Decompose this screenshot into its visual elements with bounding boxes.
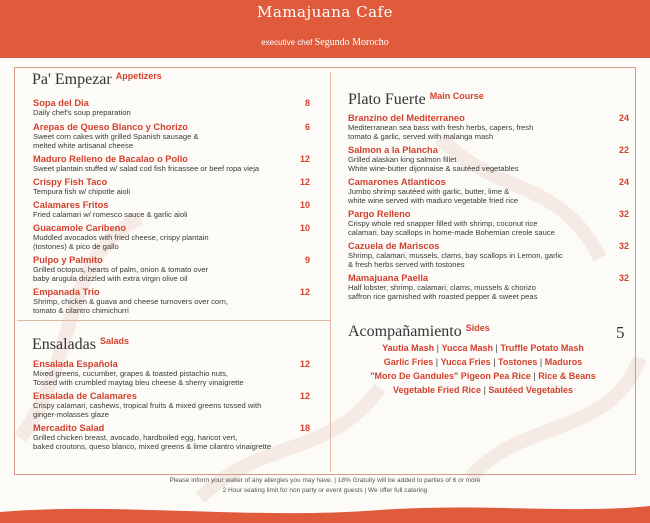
item-name: Camarones Atlanticos [348, 177, 446, 187]
item-name: Empanada Trio [33, 287, 100, 297]
item-description: melted white artisanal cheese [33, 141, 134, 151]
side-item: Maduros [544, 357, 583, 367]
menu-item [33, 98, 310, 117]
column-divider [330, 72, 331, 472]
item-name: Mamajuana Paella [348, 273, 429, 283]
item-description: Tempura fish w/ chipotle aioli [33, 187, 131, 196]
chef-line [0, 37, 650, 48]
item-price: 12 [299, 154, 310, 164]
sides-price: 5 [616, 323, 625, 342]
menu-item [33, 223, 310, 251]
item-price: 32 [618, 209, 629, 219]
side-item: Vegetable Fried Rice [393, 385, 482, 395]
item-price: 6 [304, 122, 310, 132]
item-price: 32 [618, 273, 629, 283]
main-course-title: Plato Fuerte [348, 91, 426, 108]
sides-list [348, 341, 618, 397]
item-description: tomato & cilantro chimichurri [33, 306, 129, 316]
item-price: 24 [618, 113, 629, 123]
side-item: Sautéed Vegetables [488, 385, 573, 395]
sides-line: Vegetable Fried Rice | Sautéed Vegetables [393, 385, 573, 395]
menu-item [33, 177, 310, 196]
item-price: 9 [304, 255, 310, 265]
menu-item [33, 154, 310, 173]
chef-name: Segundo Morocho [314, 37, 389, 48]
menu-item [348, 273, 629, 301]
item-name: Ensalada Española [33, 359, 118, 369]
item-price: 12 [299, 177, 310, 187]
main-course-subtitle: Main Course [429, 91, 484, 101]
menu-item [33, 200, 310, 219]
item-description: calamari, bay scallops in home-made Bohemian creole sauce [348, 228, 555, 238]
item-description: Shrimp, chicken & guava and cheese turnovers over corn, [33, 297, 229, 306]
item-name: Mercadito Salad [33, 423, 105, 433]
item-price: 12 [299, 287, 310, 297]
item-name: Ensalada de Calamares [33, 391, 137, 401]
item-price: 32 [618, 241, 629, 251]
item-description: baby arugula drizzled with extra virgin olive oil [33, 274, 188, 284]
menu-item [348, 113, 629, 141]
salads-heading [32, 336, 129, 354]
item-name: Pargo Relleno [348, 209, 411, 219]
menu-item [33, 255, 310, 283]
item-description: Muddled avocados with fried cheese, crispy plantain [33, 233, 209, 242]
item-price: 12 [299, 359, 310, 369]
item-name: Salmon a la Plancha [348, 145, 438, 155]
menu-item [33, 391, 310, 419]
item-description: baked croutons, queso blanco, mixed greens & lime cilantro vinaigrette [33, 442, 272, 452]
menu-item [33, 359, 310, 387]
item-name: Branzino del Mediterraneo [348, 113, 465, 123]
header-banner [0, 0, 650, 58]
side-item: "Moro De Gandules" Pigeon Pea Rice [370, 371, 531, 381]
item-price: 12 [299, 391, 310, 401]
salads-subtitle: Salads [99, 336, 130, 346]
side-item: Garlic Fries [383, 357, 434, 367]
menu-item [33, 287, 310, 315]
menu-item [33, 423, 310, 451]
footer-notes [0, 476, 650, 496]
item-description: Sweet corn cakes with grilled Spanish sausage & [33, 132, 199, 141]
item-name: Maduro Relleno de Bacalao o Pollo [33, 154, 188, 164]
item-description: ginger-molasses glaze [33, 410, 109, 420]
item-price: 18 [299, 423, 310, 433]
item-price: 24 [618, 177, 629, 187]
menu-item [348, 177, 629, 205]
item-name: Guacamole Caribeno [33, 223, 126, 233]
item-description: (tostones) & pico de gallo [33, 242, 119, 252]
item-name: Crispy Fish Taco [33, 177, 108, 187]
sides-line: Garlic Fries | Yucca Fries | Tostones | Maduros [383, 357, 583, 367]
appetizers-title: Pa' Empezar [32, 71, 112, 88]
main-course-heading [348, 91, 484, 109]
menu-item [348, 145, 629, 173]
item-name: Pulpo y Palmito [33, 255, 103, 265]
sides-heading [348, 323, 490, 341]
item-price: 10 [299, 223, 310, 233]
item-description: & fresh herbs served with tostones [348, 260, 465, 270]
item-price: 10 [299, 200, 310, 210]
salads-title: Ensaladas [32, 336, 96, 353]
menu-item [348, 209, 629, 237]
side-item: Yucca Mash [441, 343, 494, 353]
item-price: 8 [304, 98, 310, 108]
item-description: Half lobster, shrimp, calamari, clams, mussels & chorizo [348, 283, 536, 292]
item-description: Grilled chicken breast, avocado, hardboiled egg, haricot vert, [33, 433, 238, 442]
item-name: Arepas de Queso Blanco y Chorizo [33, 122, 188, 132]
item-description: Grilled octopus, hearts of palm, onion & tomato over [33, 265, 209, 274]
sides-title: Acompañamiento [348, 323, 462, 340]
section-divider [17, 320, 330, 321]
item-description: Crispy whole red snapper filled with shrimp, coconut rice [348, 219, 538, 228]
appetizers-heading [32, 71, 162, 89]
item-description: Daily chef's soup preparation [33, 108, 131, 117]
item-description: Tossed with crumbled maytag bleu cheese & sherry vinaigrette [33, 378, 244, 388]
appetizers-subtitle: Appetizers [115, 71, 162, 81]
footer-line: 2 Hour seating limit for non party or event guests | We offer full catering [222, 487, 428, 494]
sides-line: "Moro De Gandules" Pigeon Pea Rice | Rice & Beans [370, 371, 596, 381]
side-item: Truffle Potato Mash [500, 343, 584, 353]
item-description: Shrimp, calamari, mussels, clams, bay scallops in Lemon, garlic [348, 251, 563, 260]
item-name: Calamares Fritos [33, 200, 109, 210]
bottom-wave-decoration [0, 500, 650, 523]
sides-line: Yautia Mash | Yucca Mash | Truffle Potato Mash [382, 343, 584, 353]
restaurant-title: Mamajuana Cafe [257, 3, 393, 21]
item-description: Fried calamari w/ romesco sauce & garlic aioli [33, 210, 188, 219]
footer-line: Please inform your waiter of any allergies you may have. | 18% Gratuity will be added to parties of 6 or more [169, 477, 481, 484]
item-price: 22 [618, 145, 629, 155]
menu-item [348, 241, 629, 269]
side-item: Tostones [498, 357, 538, 367]
item-description: saffron rice garnished with roasted pepper & sweet peas [348, 292, 538, 302]
item-description: white wine served with maduro vegetable fried rice [348, 196, 519, 206]
side-item: Yucca Fries [440, 357, 491, 367]
item-description: White wine-butter dijonnaise & sautéed vegetables [348, 164, 519, 174]
item-description: Mediterranean sea bass with fresh herbs, capers, fresh [348, 123, 534, 132]
item-description: tomato & garlic, served with malanga mash [348, 132, 494, 142]
item-description: Jumbo shrimp sautéed with garlic, butter, lime & [348, 187, 510, 196]
item-description: Sweet plantain stuffed w/ salad cod fish fricassee or beef ropa vieja [33, 164, 260, 173]
item-description: Crispy calamari, cashews, tropical fruits & mixed greens tossed with [33, 401, 262, 410]
menu-item [33, 122, 310, 150]
item-description: Mixed greens, cucumber, grapes & toasted pistachio nuts, [33, 369, 229, 378]
item-name: Sopa del Dia [33, 98, 89, 108]
item-description: Grilled alaskan king salmon fillet [348, 155, 457, 164]
side-item: Rice & Beans [538, 371, 596, 381]
sides-subtitle: Sides [465, 323, 490, 333]
side-item: Yautia Mash [382, 343, 435, 353]
chef-prefix: executive chef [261, 38, 313, 47]
item-name: Cazuela de Mariscos [348, 241, 440, 251]
